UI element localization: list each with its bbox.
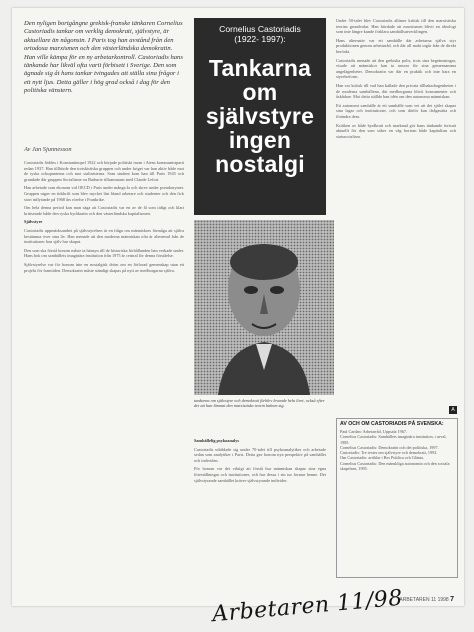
left-paragraph: Den som ska förstå honom måste ta hänsyn till de historiska förhållanden han verkade under. Hans bok om samhällets imaginära institution från 1975 är central för denna förståelse. [24,247,184,259]
left-subheading: Självstyre [24,219,43,225]
middle-lower-column [194,438,326,578]
source-item: Cornelius Castoriadis: Demokratin och det politiska, 1997. [340,444,439,450]
source-item: Cornelius Castoriadis: Den mänskliga autonomin och den sociala skapelsen, 1995. [340,460,450,472]
photo-caption: tankarna om självstyre och demokrati förblev levande hela livet, också efter det att han lämnat den marxistiska teorin bakom sig. [194,398,325,409]
left-paragraph: Självstyrelse var för honom inte en nostalgisk dröm om en förlorad gemenskap utan ett projekt för framtiden. Demokratin måste ständigt skapas på nytt av medborgarna själva. [24,261,184,273]
middle-paragraph: För honom var det viktigt att förstå hur människan skapar sina egna föreställningar och institutioner, och hur dessa i sin tur formar henne. Det självstyrande samhället kräver självstyrande individer. [194,466,326,483]
right-paragraph: Under 50-talet blev Castoriadis alltmer kritisk till den marxistiska teorins grundvalar. Han hävdade att marxismen blivit en ideologi som inte längre kunde förklara samhällsutvecklingen. [336,18,456,35]
headline-author: Cornelius Castoriadis [219,24,301,34]
headline-title-line: nostalgi [215,151,305,177]
handwritten-annotation: Arbetaren 11/98 [211,585,404,628]
headline-years: (1922- 1997): [234,34,286,44]
sources-list [340,429,454,471]
right-paragraph: Ett autonomt samhälle är ett samhälle som vet att det självt skapar sina lagar och institutioner, och som därför kan ifrågasätta och förändra dem. [336,102,456,119]
left-paragraph: Castoriadis föddes i Konstantinopel 1922 och började politiskt inom i Atens kommunistparti redan 1937. Han tillhörde den trotskistiska gruppen och under kriget var han aktiv både mot de tyska ockupanterna och mot stalinisterna. Som student kom han till Paris 1945 och grundade där gruppen Socialisme ou Barbarie tillsammans med Claude Lefort. [24,160,184,182]
headline-title-line: ingen [228,127,292,153]
right-paragraph: Han var kritisk till vad han kallade den privata tillbakadragenheten i de moderna samhällena, där medborgarna blivit konsumenter och åskådare. Mot detta ställde han idén om den autonoma människan. [336,82,456,100]
headline-title-line: Tankarna [208,55,312,81]
page-number: 7 [450,596,454,603]
article-byline: Av Jan Sjunnesson [24,146,72,153]
portrait-image [194,220,334,395]
right-column [336,18,456,413]
source-item: Castoriadis: Tre texter om självstyre och demokrati, 1992. [340,450,438,456]
newspaper-page [12,8,464,606]
source-item: Cornelius Castoriadis: Samhällets imaginära institution, i urval, 1985. [340,434,447,445]
sources-box [336,418,458,578]
source-item: Om Castoriadis: artiklar i Res Publica och Glänta. [340,455,424,461]
headline-title-line: självstyre [205,103,315,129]
footer-publication: ARBETAREN 11 1998 [399,597,449,603]
headline-title [194,56,326,176]
right-paragraph: Kritiken av både byråkrati och marknad gör hans tänkande fortsatt aktuellt för den som söker en väg bortom både kapitalism och statssocialism. [336,122,456,139]
section-marker: A [449,406,457,414]
left-paragraph: Om hela denna period kan man säga att Castoriadis var en av de få som tidigt och klart kritiserade både den ryska byråkratin och den västerländska kapitalismen. [24,205,184,216]
middle-subheading: Samhällelig psykoanalys [194,438,240,443]
left-paragraph: Han arbetade som ekonom vid OECD i Paris under många år och skrev under pseudonymer. Gruppen utgav en tidskrift som blev mycket läst bland arbetare och studenter och den fick stort inflytande på 1968 års rörelse i Frankrike. [24,185,184,202]
right-paragraph: Castoriadis menade att den grekiska polis, trots sina begränsningar, visade att människor kan ta ansvar för sina gemensamma angelägenheter. Demokratin var där en praktik och inte bara en styrelseform. [336,57,456,80]
left-column [24,160,184,570]
sources-title: AV OCH OM CASTORIADIS PÅ SVENSKA: [340,421,444,427]
headline-title-line: om [242,79,278,105]
article-intro: Den nyligen bortgångne grekisk-franske tänkaren Cornelius Castoriadis tankar om verklig demokrati, självstyre, är aktuellare än någonsin. I Paris tog han avstånd från den ortodoxa marxismen och den västerländska demokratin. Han ville kämpa för en ny arbetarkontroll. Castoriadis hans tänkande har likväl ofta varit förbisett i Sverige. Den som ägnade sig åt hans tankar tvingades att ställa sina frågor i ett nytt ljus. Detta gäller i hög grad också i dag för den politiska vänstern. [24,20,183,95]
middle-paragraph: Castoriadis utbildade sig under 70-talet till psykoanalytiker och arbetade sedan som analytiker i Paris. Detta gav honom nya perspektiv på samhället och individen. [194,446,326,463]
left-paragraph: Castoriadis uppmärksamhet på självstyrelsen är en fråga om människors förmåga att själva bestämma över sina liv. Han menade att den moderna människan ofta är alienerad från de institutioner hon själv har skapat. [24,227,184,245]
right-paragraph: Hans alternativ var ett samhälle där arbetarna själva styr produktionen genom arbetarråd, och där all makt utgår från de direkt berörda. [336,37,456,54]
page-footer [399,596,454,603]
headline-box [194,18,326,215]
source-item: Paul Cardan: Arbetarråd, Uppsala 1967. [340,429,407,434]
portrait-photo [194,220,334,395]
